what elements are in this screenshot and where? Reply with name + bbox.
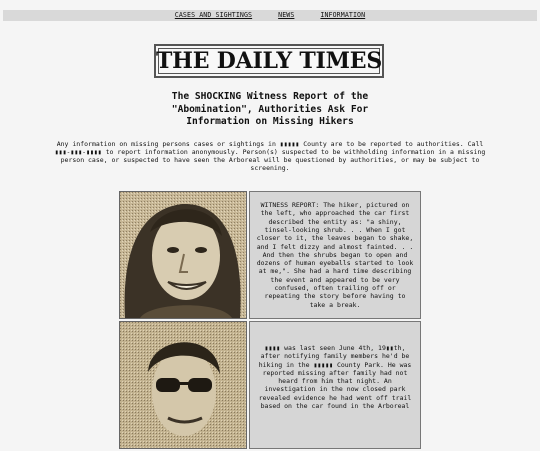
witness-report-1 <box>249 191 421 319</box>
missing-report-2 <box>249 321 421 449</box>
article-headline: The SHOCKING Witness Report of the "Abomination", Authorities Ask For Information on Missing Hikers <box>171 91 369 127</box>
intro-paragraph: Any information on missing persons cases or sightings in ▮▮▮▮▮ County are to be reported to authorities. Call ▮▮▮-▮▮▮-▮▮▮▮ to report information anonymously. Person(s) suspected to be withholding information in a missing person case, or suspected to have seen the Arboreal will be questioned by authorities, or may be subject to screening. <box>54 140 486 172</box>
report-grid <box>119 191 421 451</box>
portrait-photo-sunglasses-icon <box>120 322 246 448</box>
nav-information[interactable]: INFORMATION <box>320 11 366 19</box>
report-row <box>119 321 421 449</box>
portrait-photo-icon <box>120 192 246 318</box>
missing-report-text: ▮▮▮▮ was last seen June 4th, 19▮▮th, after notifying family members he'd be hiking in the ▮▮▮▮▮ County Park. He was reported missing after family had not heard from him that night. An investigation in the now closed park revealed evidence he had went off trail based on the car found in the Arboreal <box>258 344 412 411</box>
hiker-photo-1 <box>119 191 247 319</box>
hiker-photo-2 <box>119 321 247 449</box>
top-nav <box>3 10 537 21</box>
masthead-title: THE DAILY TIMES <box>155 48 383 74</box>
nav-cases-and-sightings[interactable]: CASES AND SIGHTINGS <box>174 11 253 19</box>
report-row <box>119 191 421 319</box>
nav-news[interactable]: NEWS <box>278 11 295 19</box>
witness-report-text: WITNESS REPORT: The hiker, pictured on the left, who approached the car first described the entity as: "a shiny, tinsel-looking shrub. . . When I got closer to it, the leaves began to shake, and I felt dizzy and almost fainted. . . And then the shrubs began to open and dozens of human eyeballs started to look at me,". She had a hard time describing the event and appeared to be very confused, often trailing off or repeating the story before having to take a break. <box>256 201 414 309</box>
masthead <box>154 44 384 78</box>
